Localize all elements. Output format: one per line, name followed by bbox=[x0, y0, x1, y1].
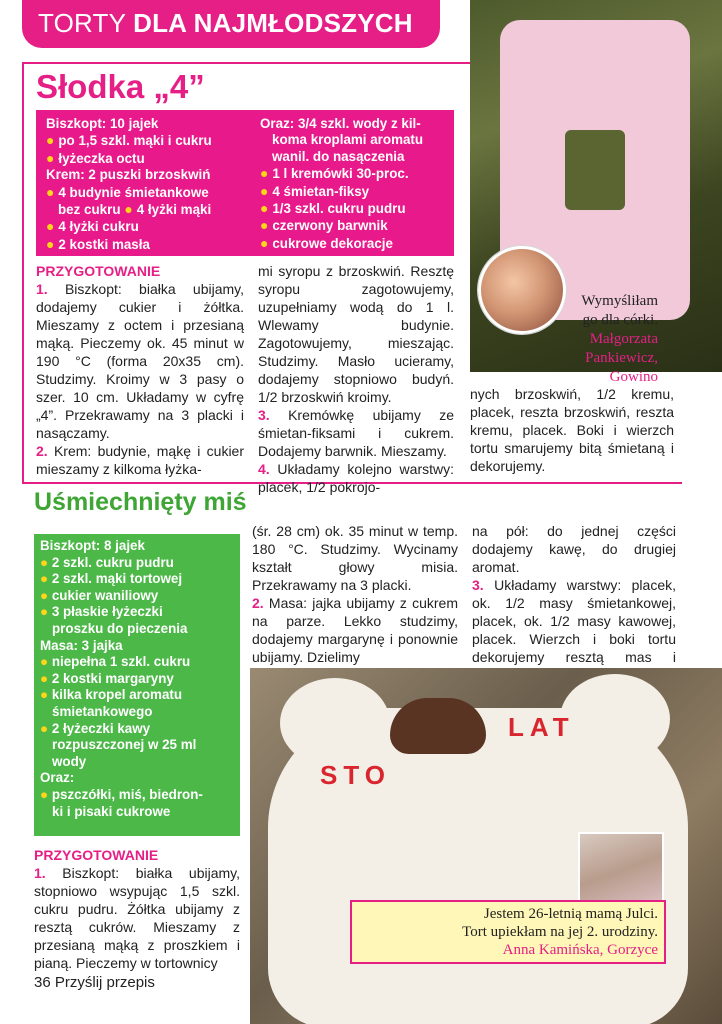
recipe2-steps-a bbox=[34, 864, 240, 972]
cake-text-sto: STO bbox=[320, 760, 391, 790]
recipe-step: 1. Biszkopt: białka ubijamy, stopniowo wsypując 1,5 szkl. cukru pudru. Żółtka ubijamy z resztą cukrów. Mieszamy z przesianą mąką z proszkiem i pianą. Pieczemy w tortownicy bbox=[34, 865, 240, 971]
recipe-step: 2. Krem: budynie, mąkę i cukier mieszamy z kilkoma łyżka- bbox=[36, 443, 244, 477]
ingredient-item: ● 2 kostki margaryny bbox=[40, 670, 174, 686]
recipe-step: (śr. 28 cm) ok. 35 minut w temp. 180 °C. Studzimy. Wycinamy kształt głowy misia. Przekrawamy na 3 placki. bbox=[252, 523, 458, 593]
ingredient-item: proszku do pieczenia bbox=[52, 620, 188, 636]
ingredient-item: ● 4 łyżki cukru bbox=[46, 218, 139, 235]
recipe1-col3: nych brzoskwiń, 1/2 kremu, placek, reszta brzoskwiń, reszta kremu, placek. Boki i wierzch tortu smarujemy bitą śmietaną i dekorujemy. bbox=[470, 386, 674, 474]
ingredient-item: Biszkopt: 10 jajek bbox=[46, 116, 159, 131]
ingredient-item: ● cukier waniliowy bbox=[40, 587, 159, 603]
ingredient-item: koma kroplami aromatu bbox=[272, 132, 424, 148]
step-number: 2. bbox=[36, 443, 48, 459]
ingredient-item: Oraz: 3/4 szkl. wody z kil- bbox=[260, 116, 421, 131]
ingredient-item: ● 4 śmietan-fiksy bbox=[260, 182, 370, 199]
bullet-dot-icon: ● bbox=[46, 132, 59, 149]
recipe-step: 3. Układamy warstwy: placek, ok. 1/2 masy śmietankowej, placek, ok. 1/2 masy kawowej, placek. Wierzch i boki tortu dekorujemy resztą mas i bbox=[472, 577, 676, 665]
recipe-step: 3. Kremówkę ubijamy ze śmietan-fiksami i cukrem. Dodajemy barwnik. Mieszamy. bbox=[258, 407, 454, 459]
bullet-dot-icon: ● bbox=[46, 183, 59, 200]
ingredient-item: Krem: 2 puszki brzoskwiń bbox=[46, 167, 211, 183]
recipe2-title: Uśmiechnięty miś bbox=[34, 488, 247, 516]
bullet-dot-icon: ● bbox=[40, 654, 52, 670]
ingredient-item: ● 2 szkl. cukru pudru bbox=[40, 554, 174, 570]
ingredient-item: ● 3 płaskie łyżeczki bbox=[40, 604, 163, 620]
ingredients-list bbox=[40, 538, 238, 820]
recipe2-ingredients-box bbox=[34, 534, 240, 836]
ingredient-item: wanil. do nasączenia bbox=[272, 148, 405, 164]
ingredient-item: ● łyżeczka octu bbox=[46, 149, 145, 166]
ingredient-item: ● kilka kropel aromatu bbox=[40, 687, 183, 703]
ingredient-item: ● 1 l kremówki 30-proc. bbox=[260, 165, 409, 182]
ingredient-item: śmietankowego bbox=[52, 703, 153, 719]
bullet-dot-icon: ● bbox=[46, 218, 59, 235]
chocolate-bear-figure bbox=[390, 698, 486, 754]
prep-heading-2: PRZYGOTOWANIE bbox=[34, 847, 159, 863]
recipe-step: 4. Układamy kolejno warstwy: placek, 1/2 pokrojo- bbox=[258, 461, 454, 495]
prep-heading: PRZYGOTOWANIE bbox=[36, 263, 161, 279]
recipe-step: na pół: do jednej części dodajemy kawę, do drugiej aromat. bbox=[472, 523, 676, 575]
ingredient-item: Oraz: bbox=[40, 770, 75, 786]
ingredient-item: ● niepełna 1 szkl. cukru bbox=[40, 654, 191, 670]
step-number: 1. bbox=[36, 281, 48, 297]
bullet-dot-icon: ● bbox=[40, 670, 52, 686]
ingredient-item: Biszkopt: 8 jajek bbox=[40, 538, 145, 553]
recipe1-ingredients-box bbox=[36, 110, 454, 256]
ingredient-item: ● 1/3 szkl. cukru pudru bbox=[260, 200, 406, 217]
recipe-step: 1. Biszkopt: białka ubijamy, dodajemy cukier i żółtka. Mieszamy z octem i przesianą mąką. Pieczemy ok. 45 minut w 190 °C (forma 20x35 cm). Studzimy. Kroimy w 3 pasy o szer. 10 cm. Układamy w cyfrę „4”. Przekrawamy na 3 placki i nasączamy. bbox=[36, 281, 244, 441]
ingredient-item: ki i pisaki cukrowe bbox=[52, 803, 171, 819]
bullet-dot-icon: ● bbox=[40, 571, 52, 587]
ingredients-right bbox=[260, 116, 450, 252]
ingredient-item: ● 2 szkl. mąki tortowej bbox=[40, 571, 183, 587]
ingredient-item: ● 4 budynie śmietankowe bbox=[46, 183, 209, 200]
recipe1-quote: Wymyśliłam go dla córki. Małgorzata Pankiewicz, Gowino bbox=[581, 293, 658, 385]
recipe1-title: Słodka „4” bbox=[36, 68, 205, 105]
bullet-dot-icon: ● bbox=[260, 217, 273, 234]
cake-four-hole bbox=[565, 130, 625, 210]
bullet-dot-icon: ● bbox=[46, 235, 59, 252]
bullet-dot-icon: ● bbox=[40, 786, 52, 802]
bullet-dot-icon: ● bbox=[40, 687, 52, 703]
ingredient-item: ● czerwony barwnik bbox=[260, 217, 388, 234]
bullet-dot-icon: ● bbox=[260, 165, 273, 182]
bullet-dot-icon: ● bbox=[40, 554, 52, 570]
ingredient-item: Masa: 3 jajka bbox=[40, 637, 123, 653]
footer-title: Przyślij przepis bbox=[54, 974, 155, 991]
bullet-dot-icon: ● bbox=[260, 234, 273, 251]
bullet-dot-icon: ● bbox=[40, 587, 52, 603]
ingredient-item: ● cukrowe dekoracje bbox=[260, 234, 393, 251]
recipe1-steps-a bbox=[36, 280, 244, 478]
ingredient-item: ● pszczółki, miś, biedron- bbox=[40, 786, 203, 802]
ingredients-left bbox=[46, 116, 251, 253]
step-number: 3. bbox=[472, 577, 484, 593]
bullet-dot-icon: ● bbox=[40, 720, 52, 736]
step-number: 3. bbox=[258, 407, 270, 423]
ingredient-item: bez cukru ● 4 łyżki mąki bbox=[58, 201, 212, 218]
cake-text-lat: LAT bbox=[508, 712, 575, 742]
recipe1-col2 bbox=[258, 262, 454, 496]
bullet-dot-icon: ● bbox=[120, 201, 137, 218]
ingredient-item: ● 2 łyżeczki kawy bbox=[40, 720, 151, 736]
bullet-dot-icon: ● bbox=[260, 182, 273, 199]
recipe2-col2 bbox=[252, 522, 458, 666]
step-number: 4. bbox=[258, 461, 270, 477]
ingredient-item: wody bbox=[52, 753, 87, 769]
page-footer bbox=[34, 974, 155, 991]
bullet-dot-icon: ● bbox=[46, 149, 59, 166]
ingredient-item: ● po 1,5 szkl. mąki i cukru bbox=[46, 132, 212, 149]
page-number: 36 bbox=[34, 974, 51, 991]
recipe2-col3 bbox=[472, 522, 676, 684]
recipe2-quote: Jestem 26-letnią mamą Julci. Tort upiekłam na jej 2. urodziny. Anna Kamińska, Gorzyce bbox=[350, 900, 666, 964]
step-number: 2. bbox=[252, 595, 264, 611]
ingredient-item: ● 2 kostki masła bbox=[46, 235, 150, 252]
recipe-step: mi syropu z brzoskwiń. Resztę syropu zagotowujemy, uzupełniamy wodą do 1 l. Wlewamy budynie. Zagotowujemy, mieszając. Studzimy. Masło ucieramy, dodajemy stopniowo budyń. 1/2 brzoskwiń kroimy. bbox=[258, 263, 454, 405]
recipe1-col1 bbox=[36, 262, 244, 478]
bullet-dot-icon: ● bbox=[260, 200, 273, 217]
bullet-dot-icon: ● bbox=[40, 604, 52, 620]
section-header: TORTY DLA NAJMŁODSZYCH bbox=[38, 8, 413, 38]
step-number: 1. bbox=[34, 865, 46, 881]
ingredient-item: rozpuszczonej w 25 ml bbox=[52, 737, 197, 753]
recipe2-col1 bbox=[34, 846, 240, 972]
recipe-step: 2. Masa: jajka ubijamy z cukrem na parze. Lekko studzimy, dodajemy margarynę i ponownie ubijamy. Dzielimy bbox=[252, 595, 458, 665]
